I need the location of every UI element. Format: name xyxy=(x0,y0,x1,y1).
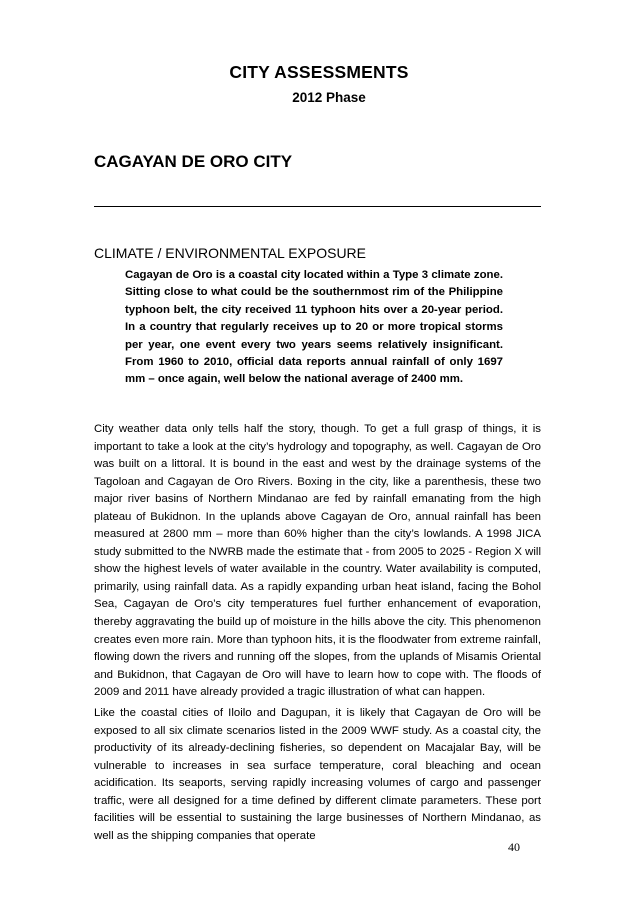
section-heading: CLIMATE / ENVIRONMENTAL EXPOSURE xyxy=(94,245,367,261)
page-number: 40 xyxy=(508,840,520,854)
city-heading: CAGAYAN DE ORO CITY xyxy=(94,152,293,171)
section-summary: Cagayan de Oro is a coastal city located within a Type 3 climate zone. Sitting close to what could be the southernmost rim of the Philippine typhoon belt, the city received 11 typhoon hits over a 20-year period. In a country that regularly receives up to 20 or more tropical storms per year, one event every two years seems relatively insignificant. From 1960 to 2010, official data reports annual rainfall of only 1697 mm – once again, well below the national average of 2400 mm. xyxy=(125,269,503,386)
document-subtitle: 2012 Phase xyxy=(292,90,366,105)
body-paragraph-2: Like the coastal cities of Iloilo and Dagupan, it is likely that Cagayan de Oro will be exposed to all six climate scenarios listed in the 2009 WWF study. As a coastal city, the productivity of its already-declining fisheries, so dependent on Macajalar Bay, will be vulnerable to increases in sea surface temperature, coral bleaching and ocean acidification. Its seaports, serving rapidly increasing volumes of cargo and passenger traffic, were all designed for a time defined by different climate parameters. These port facilities will be essential to sustaining the large businesses of Northern Mindanao, as well as the shipping companies that operate xyxy=(94,707,541,842)
document-title: CITY ASSESSMENTS xyxy=(229,62,409,82)
horizontal-divider xyxy=(94,206,541,207)
body-paragraph-1: City weather data only tells half the story, though. To get a full grasp of things, it is important to take a look at the city’s hydrology and topography, as well. Cagayan de Oro was built on a littoral. It is bound in the east and west by the drainage systems of the Tagoloan and Cagayan de Oro Rivers. Boxing in the city, like a parenthesis, these two major river basins of Northern Mindanao are fed by rainfall emanating from the high plateau of Bukidnon. In the uplands above Cagayan de Oro, annual rainfall has been measured at 2800 mm – more than 60% higher than the city’s lowlands. A 1998 JICA study submitted to the NWRB made the estimate that - from 2005 to 2025 - Region X will show the highest levels of water available in the country. Water availability is computed, primarily, using rainfall data. As a rapidly expanding urban heat island, facing the Bohol Sea, Cagayan de Oro’s city temperatures fuel further enhancement of evaporation, thereby aggravating the build up of moisture in the hills above the city. This phenomenon creates even more rain. More than typhoon hits, it is the floodwater from extreme rainfall, flowing down the rivers and running off the slopes, from the uplands of Misamis Oriental and Bukidnon, that Cagayan de Oro will have to learn how to cope with. The floods of 2009 and 2011 have already provided a tragic illustration of what can happen. xyxy=(94,423,541,699)
